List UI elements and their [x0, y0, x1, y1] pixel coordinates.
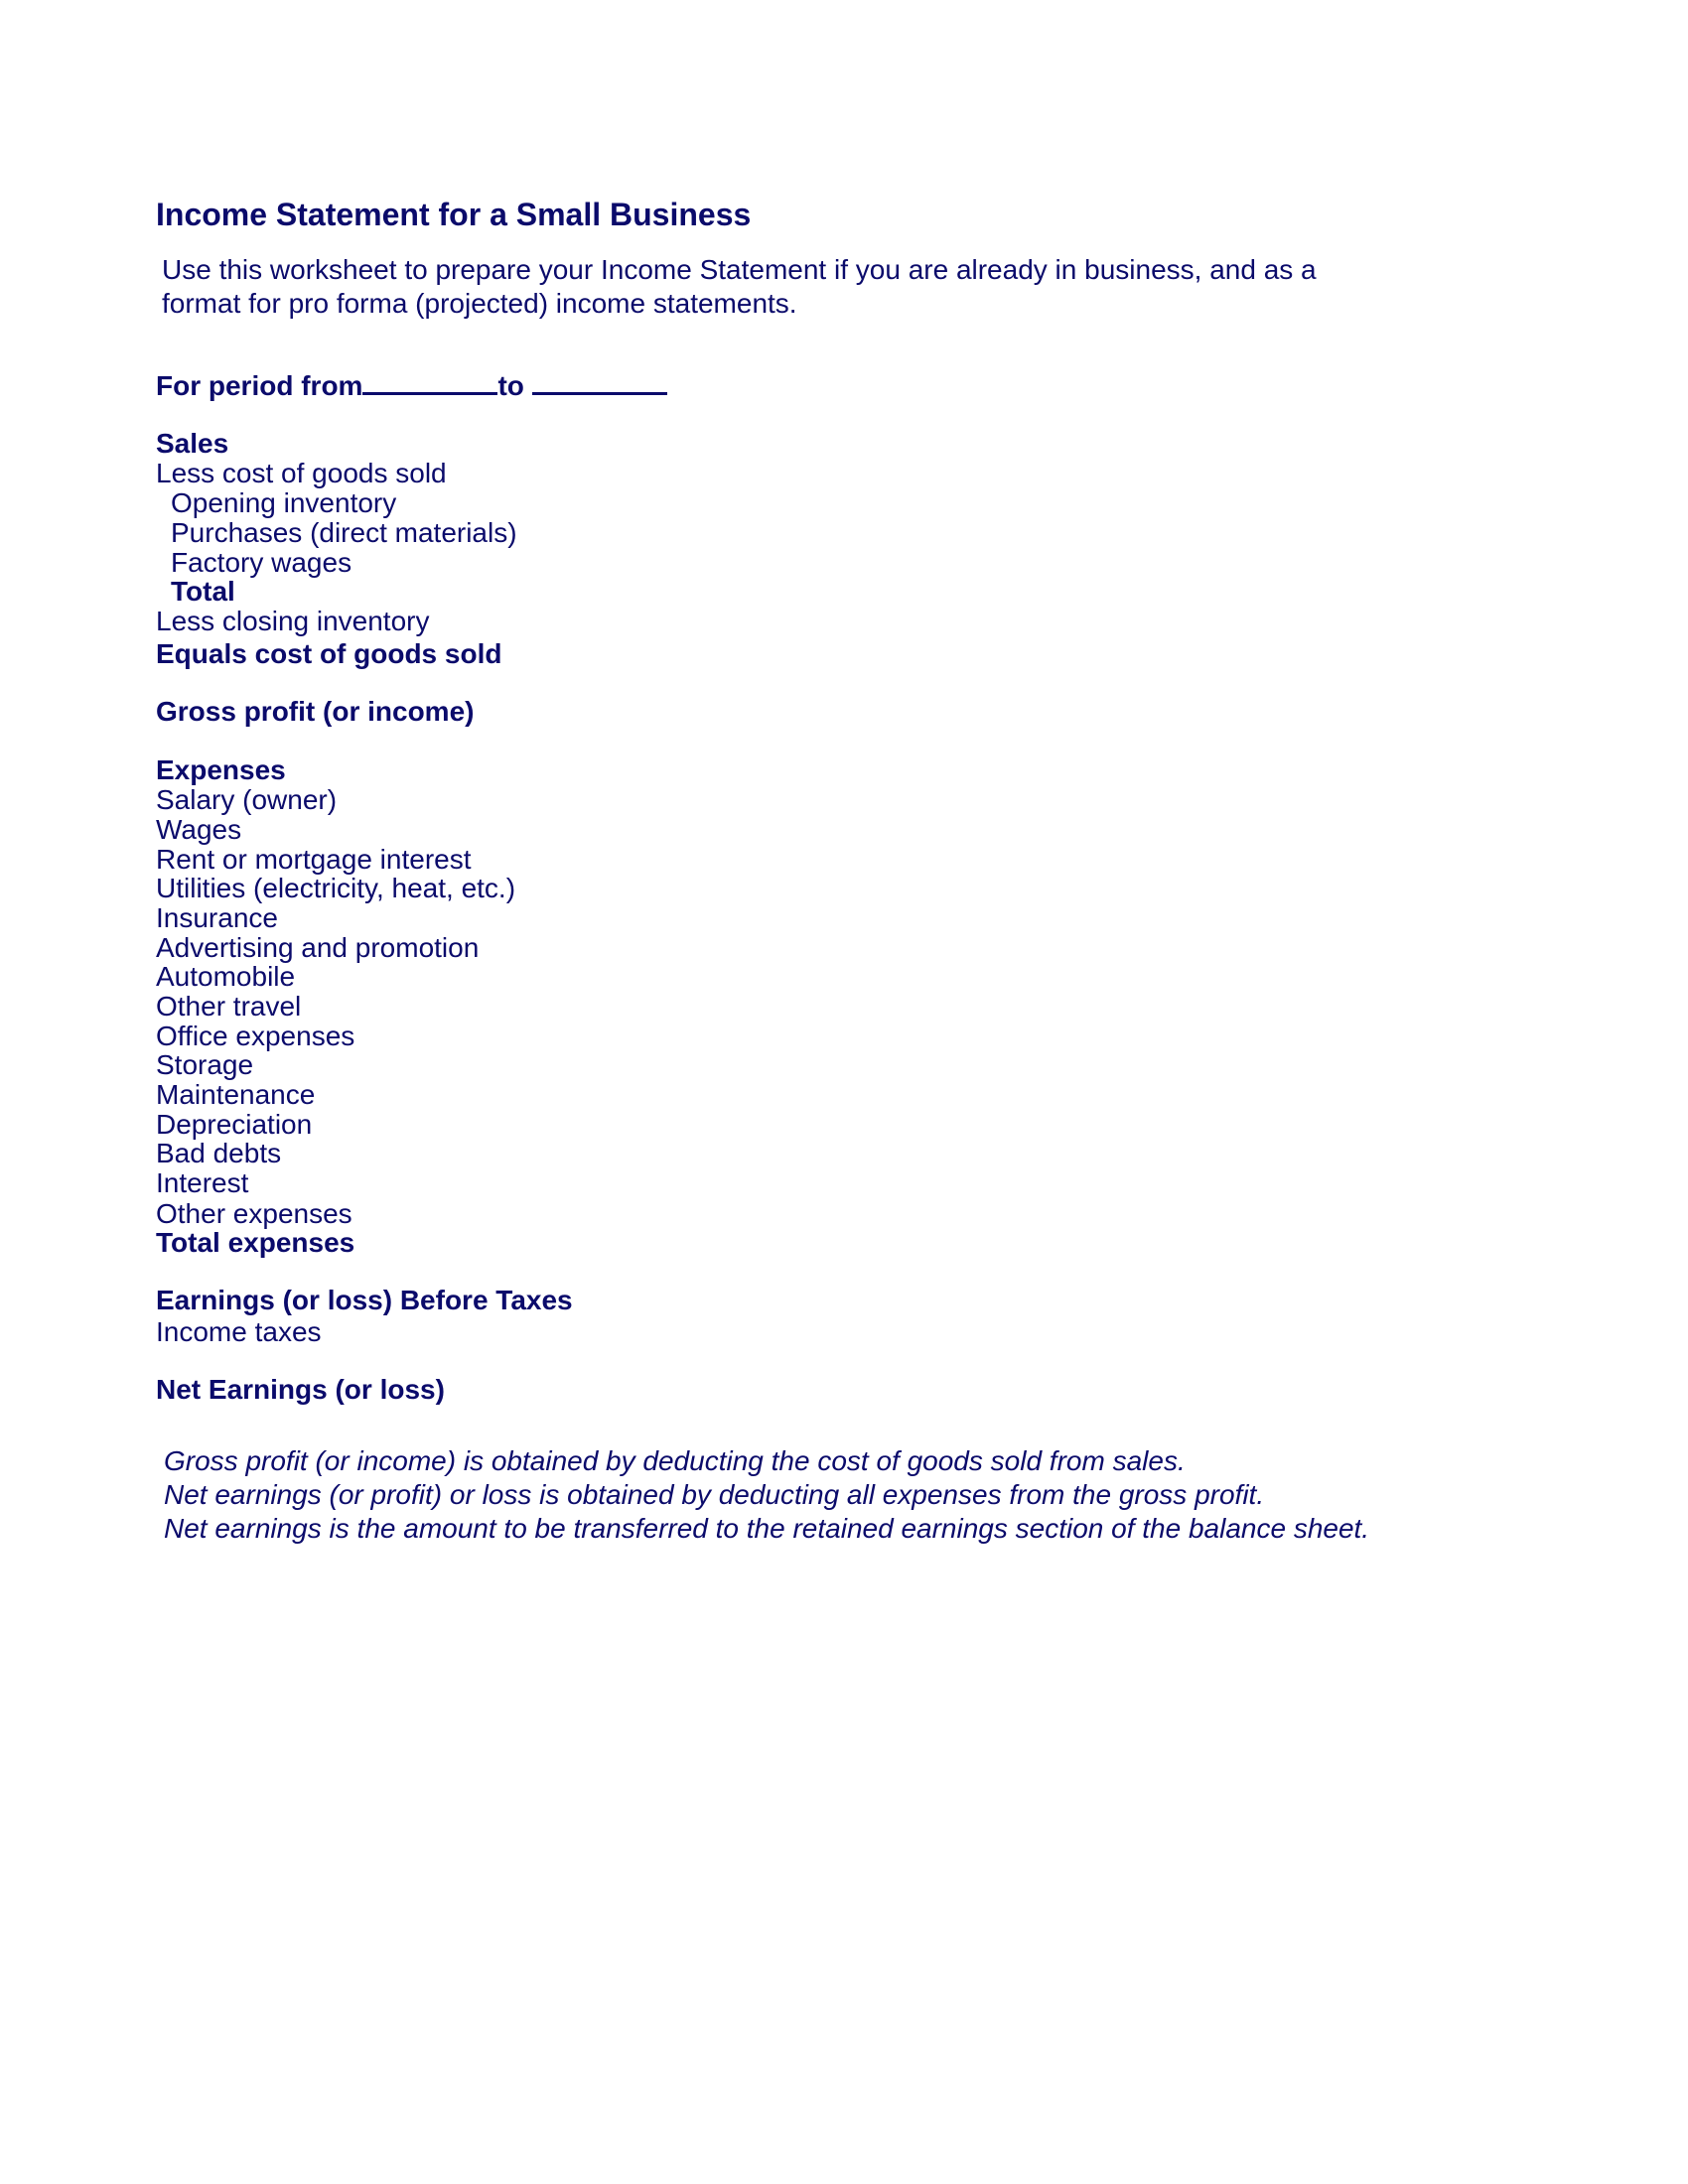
- line-net-earnings: Net Earnings (or loss): [156, 1374, 445, 1405]
- intro-line: Use this worksheet to prepare your Income Statement if you are already in business, and as a: [162, 254, 1317, 285]
- period-from-field[interactable]: [362, 370, 497, 395]
- line-gross-profit: Gross profit (or income): [156, 696, 475, 727]
- line-maintenance: Maintenance: [156, 1079, 316, 1110]
- note-line: Net earnings is the amount to be transferred to the retained earnings section of the balance sheet.: [164, 1513, 1370, 1544]
- intro-paragraph: [162, 253, 1353, 321]
- line-salary-owner: Salary (owner): [156, 784, 338, 815]
- line-earnings-before-taxes: Earnings (or loss) Before Taxes: [156, 1285, 573, 1315]
- line-depreciation: Depreciation: [156, 1109, 313, 1140]
- explanatory-notes: [164, 1444, 1369, 1546]
- note-line: Net earnings (or profit) or loss is obtained by deducting all expenses from the gross profit.: [164, 1479, 1265, 1510]
- line-interest: Interest: [156, 1167, 249, 1198]
- period-line: [156, 369, 667, 403]
- period-from-label: For period from: [156, 370, 363, 401]
- line-rent: Rent or mortgage interest: [156, 844, 472, 875]
- line-purchases: Purchases (direct materials): [171, 517, 517, 548]
- line-other-travel: Other travel: [156, 991, 302, 1022]
- line-sales: Sales: [156, 428, 229, 459]
- page-title: Income Statement for a Small Business: [156, 197, 752, 232]
- note-line: Gross profit (or income) is obtained by deducting the cost of goods sold from sales.: [164, 1445, 1186, 1476]
- period-to-field[interactable]: [532, 370, 667, 395]
- line-insurance: Insurance: [156, 902, 278, 933]
- line-opening-inventory: Opening inventory: [171, 487, 397, 518]
- intro-line: format for pro forma (projected) income statements.: [162, 288, 797, 319]
- line-less-closing-inventory: Less closing inventory: [156, 606, 430, 636]
- line-utilities: Utilities (electricity, heat, etc.): [156, 873, 516, 903]
- line-income-taxes: Income taxes: [156, 1316, 322, 1347]
- line-automobile: Automobile: [156, 961, 296, 992]
- period-to-label: to: [497, 370, 524, 401]
- line-equals-cogs: Equals cost of goods sold: [156, 638, 502, 669]
- line-total: Total: [171, 576, 235, 607]
- line-less-cogs: Less cost of goods sold: [156, 458, 447, 488]
- line-storage: Storage: [156, 1049, 254, 1080]
- line-advertising: Advertising and promotion: [156, 932, 480, 963]
- line-wages: Wages: [156, 814, 242, 845]
- line-factory-wages: Factory wages: [171, 547, 352, 578]
- line-office-expenses: Office expenses: [156, 1021, 355, 1051]
- line-bad-debts: Bad debts: [156, 1138, 282, 1168]
- line-other-expenses: Other expenses: [156, 1198, 352, 1229]
- line-total-expenses: Total expenses: [156, 1227, 355, 1258]
- line-expenses-heading: Expenses: [156, 754, 286, 785]
